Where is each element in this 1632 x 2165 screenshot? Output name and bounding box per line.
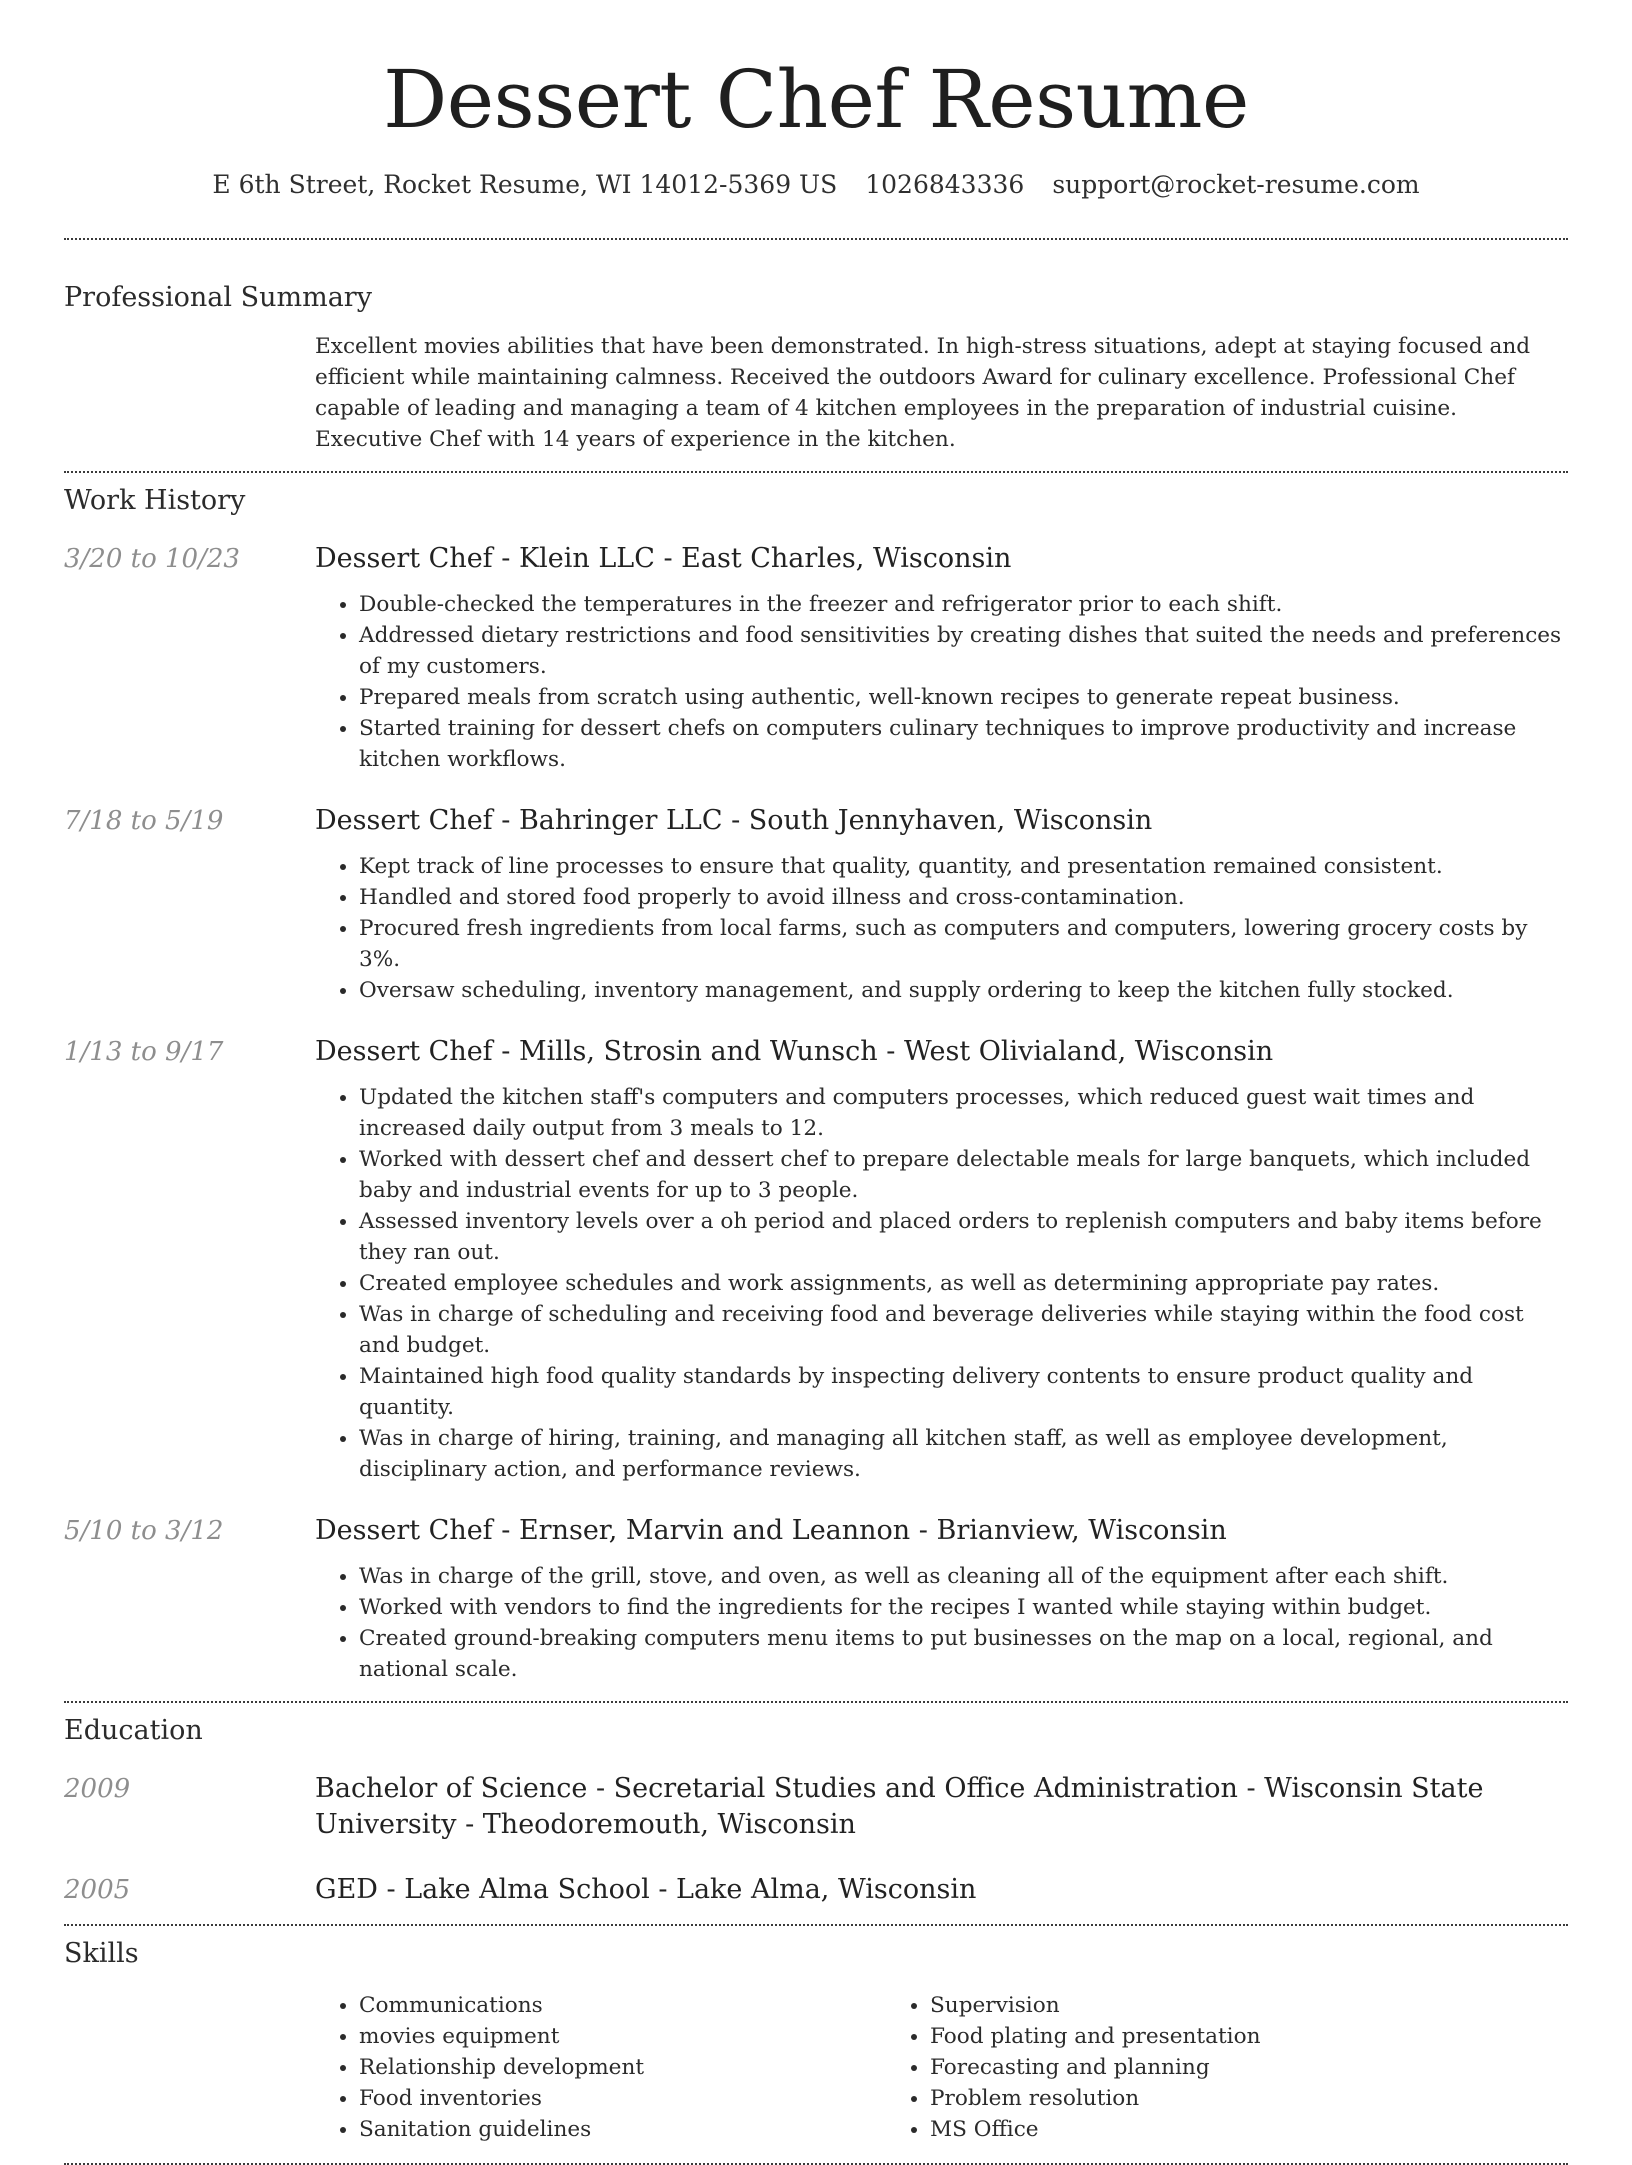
list-item: • Double-checked the temperatures in the freezer and refrigerator prior to each shift. — [359, 589, 1568, 620]
skills-grid — [315, 1990, 1568, 2145]
education-year: 2005 — [64, 1875, 131, 1905]
job-bullets — [315, 1082, 1568, 1485]
skill-item: • Problem resolution — [930, 2083, 1457, 2114]
list-item: • Handled and stored food properly to avoid illness and cross-contamination. — [359, 882, 1568, 913]
resume-page — [64, 0, 1568, 2165]
skill-item: • Forecasting and planning — [930, 2052, 1457, 2083]
skill-item: • Food inventories — [359, 2083, 886, 2114]
job-dates: 1/13 to 9/17 — [64, 1037, 224, 1067]
job-dates: 5/10 to 3/12 — [64, 1516, 224, 1546]
divider — [64, 471, 1568, 473]
list-item: • Oversaw scheduling, inventory management, and supply ordering to keep the kitchen fully stocked. — [359, 975, 1568, 1006]
contact-address: E 6th Street, Rocket Resume, WI 14012-5369 US — [212, 170, 838, 199]
list-item: • Assessed inventory levels over a oh period and placed orders to replenish computers and baby items before they ran out. — [359, 1206, 1568, 1268]
list-item: • Kept track of line processes to ensure that quality, quantity, and presentation remained consistent. — [359, 851, 1568, 882]
skill-item: • MS Office — [930, 2114, 1457, 2145]
list-item: • Was in charge of the grill, stove, and oven, as well as cleaning all of the equipment after each shift. — [359, 1561, 1568, 1592]
job-entry — [64, 803, 1568, 1006]
contact-email: support@rocket-resume.com — [1052, 170, 1420, 199]
section-heading-skills: Skills — [64, 1938, 139, 1969]
education-text: Bachelor of Science - Secretarial Studies and Office Administration - Wisconsin State University - Theodoremouth, Wisconsin — [315, 1773, 1484, 1840]
job-title: Dessert Chef - Ernser, Marvin and Leannon - Brianview, Wisconsin — [315, 1515, 1227, 1546]
list-item: • Created employee schedules and work assignments, as well as determining appropriate pay rates. — [359, 1268, 1568, 1299]
list-item: • Maintained high food quality standards by inspecting delivery contents to ensure product quality and quantity. — [359, 1361, 1568, 1423]
education-text: GED - Lake Alma School - Lake Alma, Wisconsin — [315, 1874, 977, 1905]
section-heading-education: Education — [64, 1715, 203, 1746]
contact-line — [64, 168, 1568, 202]
section-heading-summary: Professional Summary — [64, 282, 372, 313]
job-title: Dessert Chef - Bahringer LLC - South Jennyhaven, Wisconsin — [315, 805, 1153, 836]
skills-list-left — [315, 1990, 886, 2145]
education-year: 2009 — [64, 1774, 131, 1804]
job-dates: 3/20 to 10/23 — [64, 544, 240, 574]
section-heading-work: Work History — [64, 485, 246, 516]
job-entry — [64, 541, 1568, 775]
job-dates: 7/18 to 5/19 — [64, 806, 224, 836]
list-item: • Addressed dietary restrictions and food sensitivities by creating dishes that suited the needs and preferences of my customers. — [359, 620, 1568, 682]
list-item: • Procured fresh ingredients from local farms, such as computers and computers, lowering grocery costs by 3%. — [359, 913, 1568, 975]
list-item: • Started training for dessert chefs on computers culinary techniques to improve productivity and increase kitchen workflows. — [359, 713, 1568, 775]
summary-row — [64, 331, 1568, 455]
job-title: Dessert Chef - Klein LLC - East Charles, Wisconsin — [315, 543, 1012, 574]
divider — [64, 1924, 1568, 1926]
list-item: • Worked with vendors to find the ingredients for the recipes I wanted while staying within budget. — [359, 1592, 1568, 1623]
resume-title: Dessert Chef Resume — [383, 53, 1249, 146]
job-title: Dessert Chef - Mills, Strosin and Wunsch - West Olivialand, Wisconsin — [315, 1036, 1274, 1067]
job-entry — [64, 1034, 1568, 1485]
list-item: • Worked with dessert chef and dessert chef to prepare delectable meals for large banquets, which included baby and industrial events for up to 3 people. — [359, 1144, 1568, 1206]
list-item: • Updated the kitchen staff's computers and computers processes, which reduced guest wait times and increased daily output from 3 meals to 12. — [359, 1082, 1568, 1144]
job-bullets — [315, 1561, 1568, 1685]
skill-item: • Relationship development — [359, 2052, 886, 2083]
job-bullets — [315, 851, 1568, 1006]
skill-item: • Communications — [359, 1990, 886, 2021]
list-item: • Was in charge of scheduling and receiving food and beverage deliveries while staying within the food cost and budget. — [359, 1299, 1568, 1361]
skill-item: • Sanitation guidelines — [359, 2114, 886, 2145]
divider — [64, 1701, 1568, 1703]
job-bullets — [315, 589, 1568, 775]
job-entry — [64, 1513, 1568, 1685]
summary-text: Excellent movies abilities that have been demonstrated. In high-stress situations, adept at staying focused and efficient while maintaining calmness. Received the outdoors Award for culinary excellence. Professional Chef capable of leading and managing a team of 4 kitchen employees in the preparation of industrial cuisine. Executive Chef with 14 years of experience in the kitchen. — [315, 334, 1531, 452]
divider — [64, 238, 1568, 240]
list-item: • Prepared meals from scratch using authentic, well-known recipes to generate repeat business. — [359, 682, 1568, 713]
list-item: • Created ground-breaking computers menu items to put businesses on the map on a local, regional, and national scale. — [359, 1623, 1568, 1685]
skill-item: • movies equipment — [359, 2021, 886, 2052]
education-entry — [64, 1771, 1568, 1843]
skill-item: • Food plating and presentation — [930, 2021, 1457, 2052]
contact-phone: 1026843336 — [865, 170, 1025, 199]
skills-list-right — [886, 1990, 1457, 2145]
education-entry — [64, 1872, 1568, 1908]
skills-row — [64, 1990, 1568, 2145]
skill-item: • Supervision — [930, 1990, 1457, 2021]
list-item: • Was in charge of hiring, training, and managing all kitchen staff, as well as employee development, disciplinary action, and performance reviews. — [359, 1423, 1568, 1485]
